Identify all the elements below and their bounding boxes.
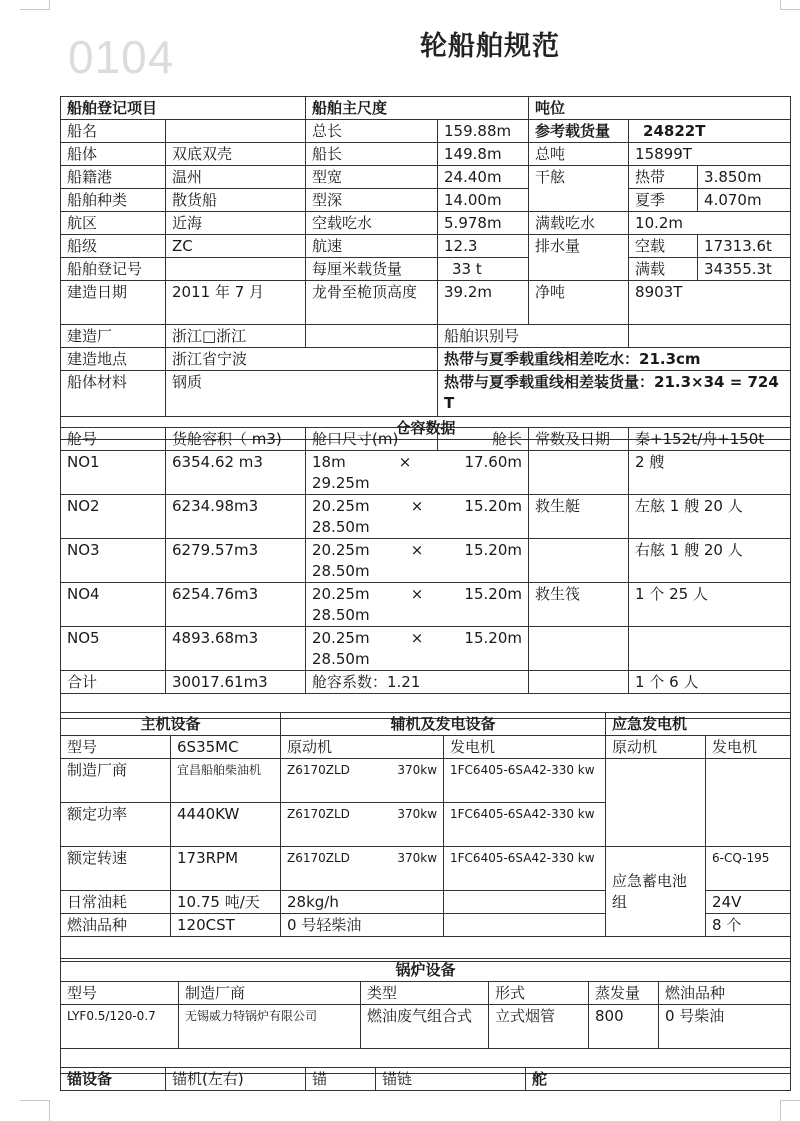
column-header: 类型	[361, 982, 489, 1005]
emergency-generator: 8 个	[706, 914, 791, 937]
section-title-holds: 仓容数据	[61, 417, 791, 440]
anchor-label: 锚设备	[61, 1068, 166, 1091]
field-value: 散货船	[166, 189, 306, 212]
ship-id-value	[629, 325, 791, 348]
emergency-engine-header: 原动机	[606, 736, 706, 759]
extra-label	[529, 627, 629, 671]
hold-volume: 4893.68m3	[166, 627, 306, 671]
table-row	[61, 627, 791, 671]
dimension-value: 12.3	[438, 235, 529, 258]
tonnage-value: 10.2m	[629, 212, 791, 235]
hold-number: NO4	[61, 583, 166, 627]
tonnage-label: 满载吃水	[529, 212, 629, 235]
field-label: 船舶种类	[61, 189, 166, 212]
extra-label	[529, 671, 629, 694]
total-volume: 30017.61m3	[166, 671, 306, 694]
hold-number: NO1	[61, 451, 166, 495]
aux-engine: Z6170ZLD 370kw	[281, 847, 444, 891]
table-row	[61, 583, 791, 627]
page-watermark: 0104	[68, 31, 175, 83]
tonnage-value: 8903T	[629, 281, 791, 325]
hold-volume: 6354.62 m3	[166, 451, 306, 495]
empty-cell	[606, 759, 706, 847]
total-row	[61, 671, 791, 694]
field-value: 近海	[166, 212, 306, 235]
column-header: 燃油品种	[659, 982, 791, 1005]
freeboard-sub-label: 夏季	[629, 189, 698, 212]
column-header: 舱号	[61, 428, 166, 451]
chain-label: 锚链	[376, 1068, 526, 1091]
aux-generator-header: 发电机	[444, 736, 606, 759]
hull-material-value: 钢质	[166, 371, 438, 417]
aux-engine: Z6170ZLD 370kw	[281, 803, 444, 847]
document-title: 轮船舶规范	[420, 31, 560, 62]
tonnage-label: 干舷	[529, 166, 629, 212]
boiler-evaporation: 800	[589, 1005, 659, 1049]
column-header: 蒸发量	[589, 982, 659, 1005]
displacement-sub-label: 满载	[629, 258, 698, 281]
hatch-size: 20.25m × 15.20m 28.50m	[306, 539, 529, 583]
tonnage-label: 排水量	[529, 235, 629, 281]
dimension-label: 型宽	[306, 166, 438, 189]
field-value: 120CST	[171, 914, 281, 937]
rudder-label: 舵	[526, 1068, 791, 1091]
field-value: 173RPM	[171, 847, 281, 891]
boiler-fuel: 0 号柴油	[659, 1005, 791, 1049]
dimension-value: 39.2m	[438, 281, 529, 325]
column-header: 舱口尺寸(m)	[306, 428, 438, 451]
hold-volume: 6234.98m3	[166, 495, 306, 539]
dimension-label: 空载吃水	[306, 212, 438, 235]
table-row	[61, 539, 791, 583]
total-label: 合计	[61, 671, 166, 694]
boiler-model: LYF0.5/120-0.7	[61, 1005, 179, 1049]
hold-volume: 6279.57m3	[166, 539, 306, 583]
boiler-type: 燃油废气组合式	[361, 1005, 489, 1049]
emergency-generator-header: 发电机	[706, 736, 791, 759]
aux-generator: 1FC6405-6SA42-330 kw	[444, 847, 606, 891]
field-value: 温州	[166, 166, 306, 189]
build-location-label: 建造地点	[61, 348, 166, 371]
dimension-label: 航速	[306, 235, 438, 258]
field-label: 燃油品种	[61, 914, 171, 937]
section-title-tonnage: 吨位	[529, 97, 791, 120]
field-value: ZC	[166, 235, 306, 258]
field-label: 船名	[61, 120, 166, 143]
field-label: 日常油耗	[61, 891, 171, 914]
page-corner-mark	[20, 0, 50, 10]
displacement-sub-label: 空载	[629, 235, 698, 258]
field-value: 10.75 吨/天	[171, 891, 281, 914]
freeboard-sub-label: 热带	[629, 166, 698, 189]
aux-engine-header: 原动机	[281, 736, 444, 759]
extra-value: 右舷 1 艘 20 人	[629, 539, 791, 583]
hold-number: NO5	[61, 627, 166, 671]
displacement-sub-value: 34355.3t	[698, 258, 791, 281]
boiler-form: 立式烟管	[489, 1005, 589, 1049]
emergency-generator: 6-CQ-195	[706, 847, 791, 891]
build-location-value: 浙江省宁波	[166, 348, 438, 371]
dimension-label: 每厘米载货量	[306, 258, 438, 281]
extra-label	[529, 451, 629, 495]
field-label: 船体	[61, 143, 166, 166]
extra-value: 1 个 25 人	[629, 583, 791, 627]
boiler-table	[60, 958, 791, 1074]
dimension-label: 总长	[306, 120, 438, 143]
section-title-boiler: 锅炉设备	[61, 959, 791, 982]
column-header: 舱长	[438, 428, 529, 451]
machinery-table	[60, 712, 791, 962]
aux-engine: Z6170ZLD 370kw	[281, 759, 444, 803]
extra-value: 左舷 1 艘 20 人	[629, 495, 791, 539]
column-header: 货舱容积（ m3)	[166, 428, 306, 451]
dimension-value: 24.40m	[438, 166, 529, 189]
page-corner-mark	[780, 0, 800, 10]
field-value	[166, 120, 306, 143]
hold-capacity-table	[60, 427, 791, 719]
dimension-label: 船长	[306, 143, 438, 166]
anchor-table	[60, 1067, 791, 1091]
dimension-label: 龙骨至桅顶高度	[306, 281, 438, 325]
freeboard-sub-value: 3.850m	[698, 166, 791, 189]
displacement-sub-value: 17313.6t	[698, 235, 791, 258]
dimension-value: 33 t	[438, 258, 529, 281]
windlass-label: 锚机(左右)	[166, 1068, 306, 1091]
hold-number: NO2	[61, 495, 166, 539]
hatch-size: 20.25m × 15.20m 28.50m	[306, 583, 529, 627]
aux-generator	[444, 891, 606, 914]
tonnage-label: 净吨	[529, 281, 629, 325]
table-row	[61, 451, 791, 495]
capacity-coefficient: 舱容系数：1.21	[306, 671, 529, 694]
ship-id-label: 船舶识别号	[438, 325, 629, 348]
hatch-size: 20.25m × 15.20m 28.50m	[306, 627, 529, 671]
dimension-value: 5.978m	[438, 212, 529, 235]
dimension-value: 149.8m	[438, 143, 529, 166]
hatch-size: 20.25m × 15.20m 28.50m	[306, 495, 529, 539]
empty-cell	[306, 325, 438, 348]
aux-generator	[444, 914, 606, 937]
draft-difference-note: 热带与夏季载重线相差吃水：21.3cm	[438, 348, 791, 371]
field-value: 4440KW	[171, 803, 281, 847]
field-label: 额定转速	[61, 847, 171, 891]
section-title-auxiliary: 辅机及发电设备	[281, 713, 606, 736]
dimension-label: 型深	[306, 189, 438, 212]
emergency-generator	[706, 759, 791, 847]
model-value: 6S35MC	[171, 736, 281, 759]
column-header: 形式	[489, 982, 589, 1005]
hatch-size: 18m × 17.60m 29.25m	[306, 451, 529, 495]
model-label: 型号	[61, 736, 171, 759]
section-title-registration: 船舶登记项目	[61, 97, 306, 120]
tonnage-value: 24822T	[629, 120, 791, 143]
field-label: 建造日期	[61, 281, 166, 325]
hold-volume: 6254.76m3	[166, 583, 306, 627]
field-label: 船籍港	[61, 166, 166, 189]
section-title-emergency: 应急发电机	[606, 713, 791, 736]
aux-engine: 0 号轻柴油	[281, 914, 444, 937]
extra-value: 2 艘	[629, 451, 791, 495]
hold-number: NO3	[61, 539, 166, 583]
field-value: 双底双壳	[166, 143, 306, 166]
emergency-generator: 24V	[706, 891, 791, 914]
field-value	[166, 258, 306, 281]
field-value: 2011 年 7 月	[166, 281, 306, 325]
hull-material-label: 船体材料	[61, 371, 166, 417]
extra-label: 救生筏	[529, 583, 629, 627]
extra-value: 1 个 6 人	[629, 671, 791, 694]
aux-generator: 1FC6405-6SA42-330 kw	[444, 759, 606, 803]
field-value: 宜昌船舶柴油机	[171, 759, 281, 803]
table-row	[61, 495, 791, 539]
aux-generator: 1FC6405-6SA42-330 kw	[444, 803, 606, 847]
anchor-item-label: 锚	[306, 1068, 376, 1091]
tonnage-label: 参考载货量	[529, 120, 629, 143]
cargo-difference-note: 热带与夏季载重线相差装货量：21.3×34 = 724T	[438, 371, 791, 417]
field-label: 制造厂商	[61, 759, 171, 803]
field-label: 航区	[61, 212, 166, 235]
section-title-dimensions: 船舶主尺度	[306, 97, 529, 120]
emergency-battery-label: 应急蓄电池组	[606, 847, 706, 937]
builder-label: 建造厂	[61, 325, 166, 348]
extra-value	[629, 627, 791, 671]
section-title-main-engine: 主机设备	[61, 713, 281, 736]
column-header: 秦+152t/舟+150t	[629, 428, 791, 451]
column-header: 制造厂商	[179, 982, 361, 1005]
dimension-value: 14.00m	[438, 189, 529, 212]
extra-label: 救生艇	[529, 495, 629, 539]
page-corner-mark	[780, 1100, 800, 1121]
ship-spec-table	[60, 96, 791, 440]
aux-engine: 28kg/h	[281, 891, 444, 914]
column-header: 型号	[61, 982, 179, 1005]
extra-label	[529, 539, 629, 583]
field-label: 额定功率	[61, 803, 171, 847]
builder-value: 浙江□浙江	[166, 325, 306, 348]
field-label: 船级	[61, 235, 166, 258]
boiler-manufacturer: 无锡威力特锅炉有限公司	[179, 1005, 361, 1049]
dimension-value: 159.88m	[438, 120, 529, 143]
page-corner-mark	[20, 1100, 50, 1121]
tonnage-label: 总吨	[529, 143, 629, 166]
field-label: 船舶登记号	[61, 258, 166, 281]
freeboard-sub-value: 4.070m	[698, 189, 791, 212]
tonnage-value: 15899T	[629, 143, 791, 166]
column-header: 常数及日期	[529, 428, 629, 451]
